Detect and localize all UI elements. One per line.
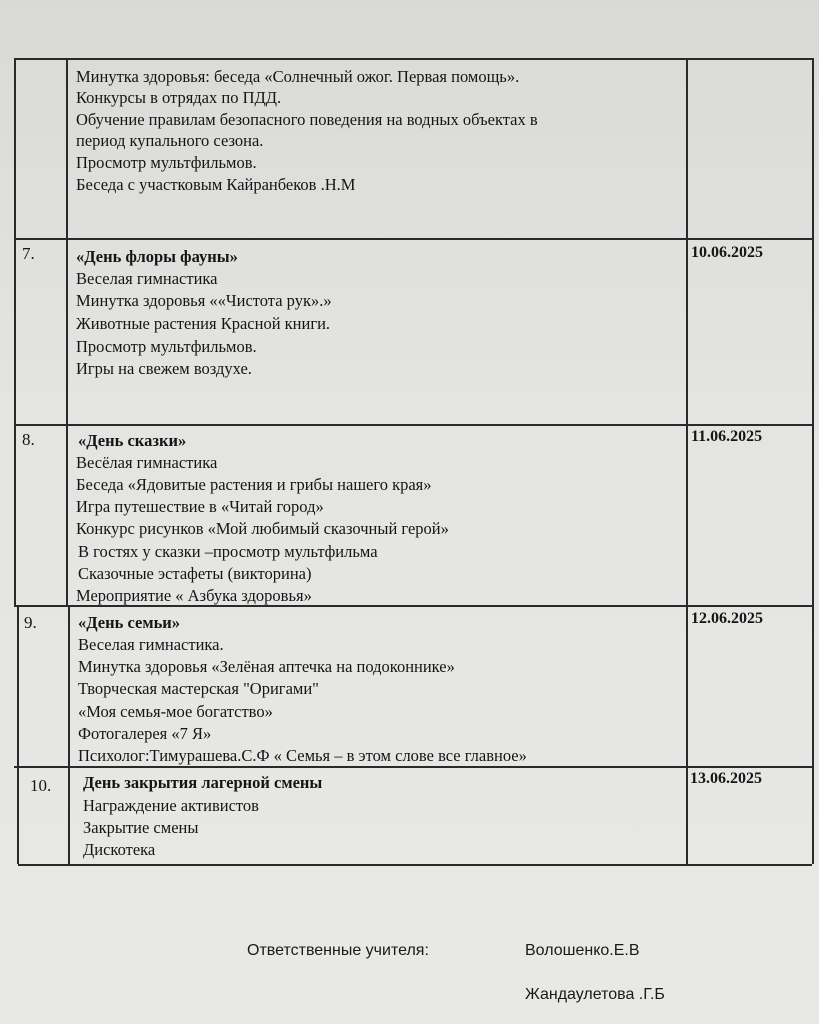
activity-line: Просмотр мультфильмов. (76, 153, 257, 172)
table-border (66, 58, 68, 606)
activity-line: Минутка здоровья: беседа «Солнечный ожог. Первая помощь». (76, 67, 520, 86)
teacher-name: Волошенко.Е.В (525, 942, 640, 959)
activity-line: Психолог:Тимурашева.С.Ф « Семья – в этом слове все главное» (78, 746, 527, 765)
activity-line: Мероприятие « Азбука здоровья» (76, 586, 312, 605)
activity-line: Просмотр мультфильмов. (76, 337, 257, 356)
activity-line: Игры на свежем воздухе. (76, 359, 252, 378)
activity-line: Творческая мастерская "Оригами" (78, 679, 319, 698)
table-border (14, 58, 16, 606)
activity-line: Обучение правилам безопасного поведения на водных объектах в (76, 110, 538, 129)
row-number: 9. (24, 613, 37, 632)
table-border (68, 606, 70, 864)
activity-line: Дискотека (83, 840, 156, 859)
activity-line: Игра путешествие в «Читай город» (76, 497, 324, 516)
activity-line: Веселая гимнастика. (78, 635, 224, 654)
activity-line: Животные растения Красной книги. (76, 314, 331, 333)
table-border (18, 864, 812, 866)
row-date: 12.06.2025 (691, 610, 763, 627)
day-title: «День флоры фауны» (76, 247, 238, 266)
activity-line: Конкурс рисунков «Мой любимый сказочный герой» (76, 519, 449, 538)
activity-line: период купального сезона. (76, 131, 264, 150)
activity-line: Конкурсы в отрядах по ПДД. (76, 88, 282, 107)
row-number: 10. (30, 776, 52, 795)
row-date: 11.06.2025 (691, 428, 763, 445)
activity-line: Закрытие смены (83, 818, 199, 837)
table-border (14, 58, 814, 60)
table-border (14, 238, 814, 240)
table-border (17, 606, 19, 864)
row-date: 13.06.2025 (690, 770, 762, 787)
activity-line: Сказочные эстафеты (викторина) (78, 564, 312, 583)
day-title: «День сказки» (78, 431, 187, 450)
row-date: 10.06.2025 (691, 244, 763, 261)
row-number: 8. (22, 430, 35, 449)
activity-line: Беседа «Ядовитые растения и грибы нашего края» (76, 475, 432, 494)
activity-line: В гостях у сказки –просмотр мультфильма (78, 542, 378, 561)
table-border (812, 58, 814, 864)
activity-line: Минутка здоровья ««Чистота рук».» (76, 291, 332, 310)
activity-line: Фотогалерея «7 Я» (78, 724, 212, 743)
activity-line: «Моя семья-мое богатство» (78, 702, 273, 721)
day-title: «День семьи» (78, 613, 181, 632)
teacher-name: Жандаулетова .Г.Б (525, 986, 665, 1003)
table-border (686, 58, 688, 864)
activity-line: Минутка здоровья «Зелёная аптечка на подоконнике» (78, 657, 455, 676)
row-number: 7. (22, 244, 35, 263)
activity-line: Весёлая гимнастика (76, 453, 218, 472)
activity-line: Беседа с участковым Кайранбеков .Н.М (76, 175, 356, 194)
activity-line: Веселая гимнастика (76, 269, 218, 288)
activity-line: Награждение активистов (83, 796, 259, 815)
table-border (14, 424, 814, 426)
day-title: День закрытия лагерной смены (83, 773, 323, 792)
responsible-label: Ответственные учителя: (247, 942, 429, 959)
